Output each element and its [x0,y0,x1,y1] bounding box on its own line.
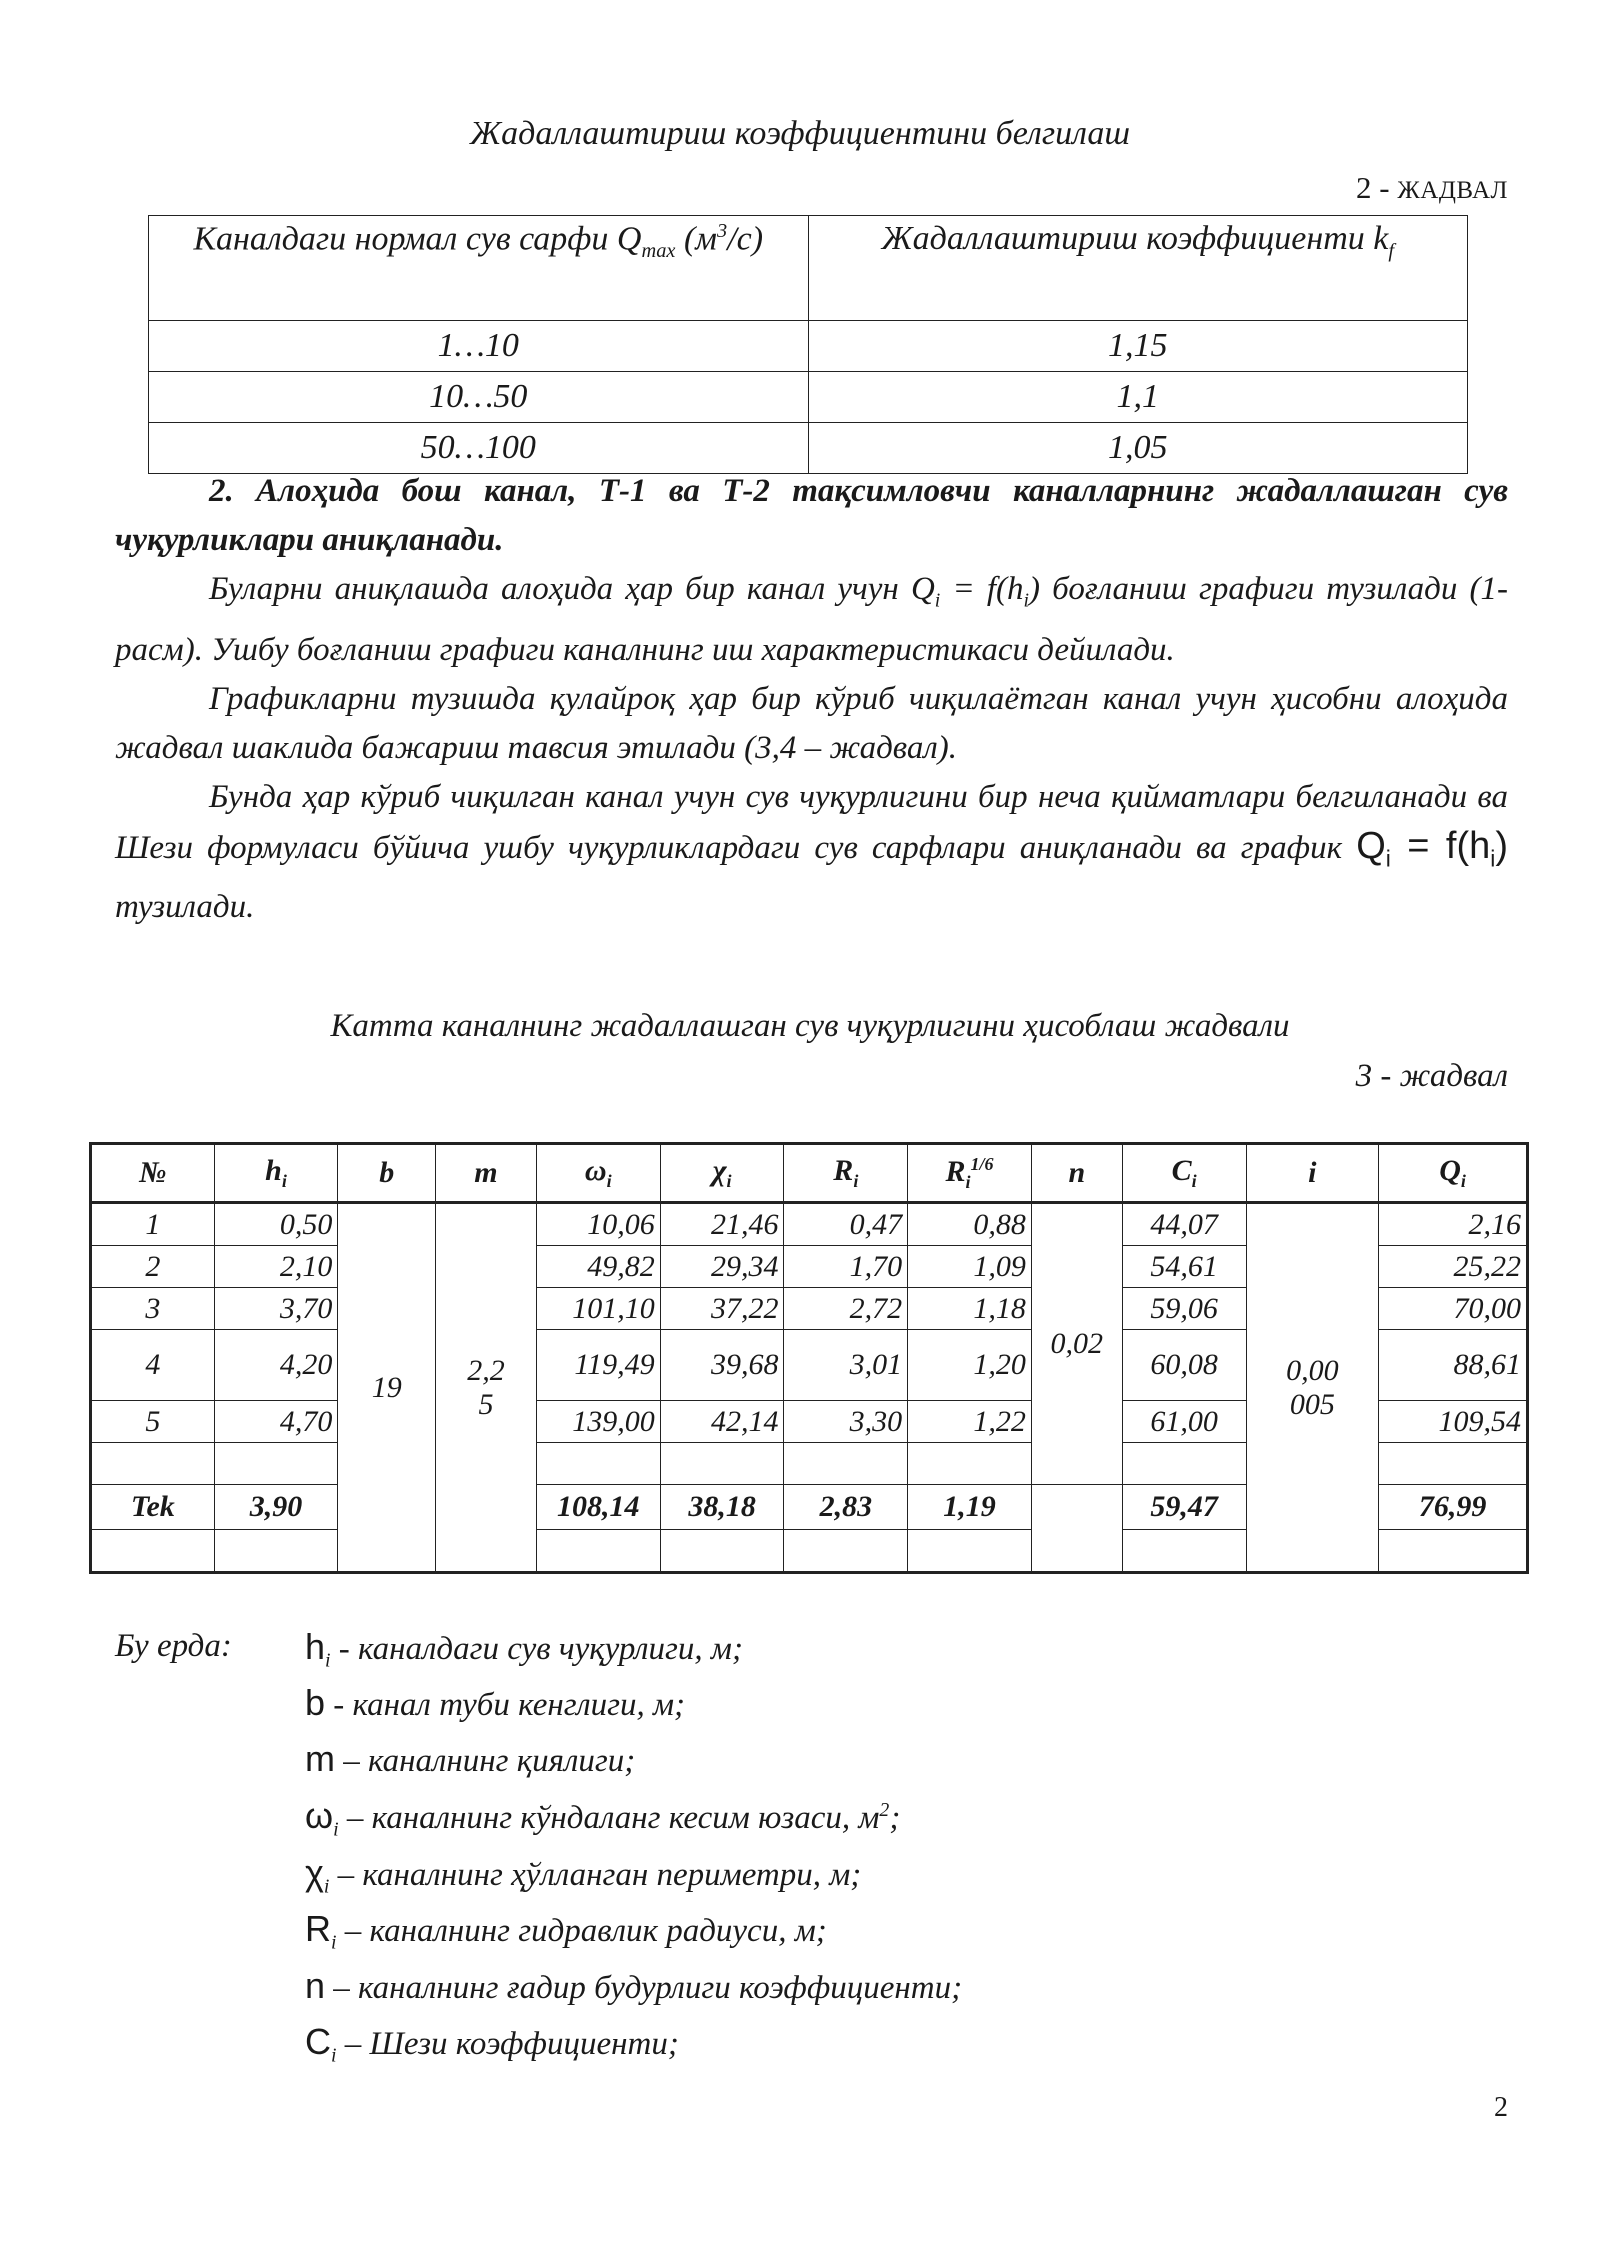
table-cell: 39,68 [660,1330,784,1401]
header-chi [660,1144,784,1203]
table-cell: 101,10 [536,1288,660,1330]
table1-caption: Жадаллаштириш коэффициентини белгилаш [470,115,1130,152]
header-sub: i [606,1171,612,1191]
empty-cell [784,1530,908,1573]
empty-cell [1379,1443,1528,1485]
flow-header-sup: 3 [717,220,728,242]
table-cell: 1,70 [784,1246,908,1288]
table-cell: 109,54 [1379,1401,1528,1443]
table-cell: 3,30 [784,1401,908,1443]
table-cell: 88,61 [1379,1330,1528,1401]
m-value-cell [436,1203,537,1573]
formula-q-symbol: Q [1356,824,1386,867]
legend-symbol: C [305,2021,331,2062]
para1-text: ) боғланиш графиги тузилади (1-расм). Ушбу боғланиш графиги каналнинг иш характеристикаси дейилади. [115,571,1508,668]
table-cell: 1,22 [908,1401,1032,1443]
legend-item-m [305,1738,635,1780]
section-heading: 2. Алоҳида бош канал, Т-1 ва Т-2 тақсимловчи каналларнинг жадаллашган сув чуқурликлари аниқланади. [115,473,1508,558]
header-b: b [338,1144,436,1203]
formula-sub: i [1490,845,1496,872]
legend-text: - канал туби кенглиги, м; [325,1687,686,1723]
empty-cell [214,1530,338,1573]
table-cell: 21,46 [660,1203,784,1246]
empty-cell [536,1530,660,1573]
b-value-cell: 19 [338,1203,436,1573]
empty-cell [1122,1530,1246,1573]
legend-text: – каналнинг қиялиги; [335,1743,636,1779]
legend-text: - каналдаги сув чуқурлиги, м; [330,1631,743,1667]
table-cell: 3,90 [214,1485,338,1530]
table-cell: 3 [91,1288,215,1330]
table-cell: 108,14 [536,1485,660,1530]
formula-q [1356,824,1509,872]
empty-cell [784,1443,908,1485]
legend-item-chi [305,1852,861,1899]
formula-close: ) [1495,824,1509,867]
i-value-line1: 0,00 [1286,1353,1339,1387]
table-cell: 0,50 [214,1203,338,1246]
legend-item-b [305,1682,685,1724]
legend-symbol: h [305,1626,326,1667]
table-cell: 37,22 [660,1288,784,1330]
legend-item-c [305,2021,679,2068]
legend-symbol: n [305,1965,326,2006]
table-cell: 61,00 [1122,1401,1246,1443]
legend-sub: i [331,2044,337,2067]
body-text [115,467,1508,932]
empty-cell [91,1530,215,1573]
header-omega [536,1144,660,1203]
header-n: n [1031,1144,1122,1203]
empty-cell [91,1443,215,1485]
coef-header-sub: f [1388,239,1395,262]
coef-header-text: Жадаллаштириш коэффициенти k [881,220,1389,257]
header-q [1379,1144,1528,1203]
header-h [214,1144,338,1203]
table-cell: 1,18 [908,1288,1032,1330]
table-cell: 2 [91,1246,215,1288]
header-sub: i [726,1171,732,1191]
header-no: № [91,1144,215,1203]
table-cell: 3,01 [784,1330,908,1401]
table-cell: 5 [91,1401,215,1443]
header-q-sym: Q [1439,1154,1461,1187]
table-cell: 1,09 [908,1246,1032,1288]
legend-text: – каналнинг кўндаланг кесим юзаси, м [338,1800,880,1836]
table-cell: 25,22 [1379,1246,1528,1288]
paragraph-1 [115,565,1508,675]
legend-symbol: ω [305,1795,334,1836]
empty-cell [908,1530,1032,1573]
legend-item-r [305,1908,827,1955]
header-r16 [908,1144,1032,1203]
empty-cell [660,1443,784,1485]
formula-eq: = f(h [1390,824,1491,867]
legend-sup: 2 [879,1799,890,1821]
empty-cell [1379,1530,1528,1573]
legend-sub: i [331,1931,337,1954]
paragraph-2: Графикларни тузишда қулайроқ ҳар бир кўриб чиқилаётган канал учун ҳисобни алоҳида жадвал шаклида бажариш тавсия этилади (3,4 – жадвал). [115,680,1508,766]
flow-header-unit: (м [675,220,717,258]
table-cell: 38,18 [660,1485,784,1530]
table1-label [1356,170,1508,206]
table1-label-number: 2 - [1356,170,1398,205]
para3-text: Бунда ҳар кўриб чиқилган канал учун сув чуқурлигини бир неча қийматлари белгиланади ва Шези формуласи бўйича ушбу чуқурликлардаги сув сарфлари аниқланади ва график [115,778,1508,866]
table-cell: 49,82 [536,1246,660,1288]
i-value-cell [1246,1203,1379,1573]
legend-item-omega [305,1795,900,1842]
empty-cell [1122,1443,1246,1485]
header-r16-sym: R [945,1154,966,1188]
paragraph-3 [115,773,1508,933]
table2-label: 3 - жадвал [1355,1058,1508,1094]
table1-header-flow [149,216,809,321]
depth-calculation-table [89,1142,1529,1574]
table-cell: 1,1 [808,372,1468,423]
table1-label-word: ЖАДВАЛ [1397,177,1508,204]
table-cell: 1,19 [908,1485,1032,1530]
legend-text: – каналнинг ғадир будурлиги коэффициенти; [325,1970,963,2006]
table-cell: 2,83 [784,1485,908,1530]
table-cell: 76,99 [1379,1485,1528,1530]
empty-cell [1031,1485,1122,1573]
legend-sub: i [325,1649,331,1672]
header-omega-sym: ω [584,1154,607,1187]
para1-text: = f(h [940,571,1024,607]
table-cell: 1 [91,1203,215,1246]
table-cell: 59,06 [1122,1288,1246,1330]
para3-end: тузилади. [115,889,255,926]
header-r16-sup: 1/6 [970,1153,994,1174]
flow-header-unit-end: /с) [727,220,764,258]
table-cell: 1,20 [908,1330,1032,1401]
para1-text: Буларни аниқлашда алоҳида ҳар бир канал учун Q [209,571,935,607]
legend-text: – Шези коэффициенти; [336,2026,679,2062]
table-cell: 2,16 [1379,1203,1528,1246]
page-number: 2 [1494,2092,1508,2123]
table-cell: 54,61 [1122,1246,1246,1288]
legend-intro: Бу ерда: [115,1628,232,1664]
legend-symbol: R [305,1908,331,1949]
legend-symbol: b [305,1682,326,1723]
table-cell: 3,70 [214,1288,338,1330]
table1-header-coef [808,216,1468,321]
header-sub: i [965,1171,971,1192]
empty-cell [214,1443,338,1485]
formula-sub: i [1385,845,1391,872]
table-cell: 4,70 [214,1401,338,1443]
header-sub: i [281,1171,287,1191]
table-cell: 2,72 [784,1288,908,1330]
flow-header-text: Каналдаги нормал сув сарфи Q [193,220,642,258]
table-cell: 0,47 [784,1203,908,1246]
table-cell: 139,00 [536,1401,660,1443]
header-c [1122,1144,1246,1203]
legend-symbol: χ [305,1852,324,1893]
header-i: i [1246,1144,1379,1203]
para1-sub: i [1023,589,1030,612]
header-sub: i [1460,1171,1466,1191]
table-cell: 1,05 [808,423,1468,474]
table-cell: 10…50 [149,372,809,423]
table-cell: 10,06 [536,1203,660,1246]
header-r-sym: R [833,1154,854,1187]
header-m: m [436,1144,537,1203]
m-value-line1: 2,2 [467,1353,505,1387]
legend-sub: i [333,1818,339,1841]
header-sub: i [1191,1171,1197,1191]
legend-item-h [305,1626,743,1673]
table-cell: 2,10 [214,1246,338,1288]
legend-text: – каналнинг ҳўлланган периметри, м; [329,1857,862,1893]
table2-caption: Катта каналнинг жадаллашган сув чуқурлигини ҳисоблаш жадвали [330,1008,1290,1044]
header-c-sym: C [1171,1154,1192,1187]
table-cell: 4,20 [214,1330,338,1401]
legend-symbol: m [305,1738,335,1779]
table-cell: 59,47 [1122,1485,1246,1530]
header-chi-sym: χ [712,1154,727,1187]
header-r [784,1144,908,1203]
table-cell: 119,49 [536,1330,660,1401]
table-cell: 44,07 [1122,1203,1246,1246]
legend-tail: ; [889,1800,901,1836]
flow-header-sub: max [641,240,676,263]
legend-sub: i [323,1875,330,1898]
legend-item-n [305,1965,962,2007]
avg-label-cell: Tek [91,1485,215,1530]
table-cell: 60,08 [1122,1330,1246,1401]
legend-text: – каналнинг гидравлик радиуси, м; [336,1913,827,1949]
empty-cell [536,1443,660,1485]
table-cell: 29,34 [660,1246,784,1288]
header-h-sym: h [265,1154,282,1187]
empty-cell [908,1443,1032,1485]
para1-sub: i [934,589,941,612]
m-value-line2: 5 [478,1387,494,1421]
header-sub: i [853,1171,859,1191]
empty-cell [660,1530,784,1573]
n-value-cell: 0,02 [1031,1203,1122,1485]
table-cell: 4 [91,1330,215,1401]
i-value-line2: 005 [1289,1387,1335,1421]
table-cell: 50…100 [149,423,809,474]
table-cell: 70,00 [1379,1288,1528,1330]
intensification-coefficient-table [148,215,1468,474]
table-cell: 1…10 [149,321,809,372]
table-cell: 1,15 [808,321,1468,372]
table-cell: 0,88 [908,1203,1032,1246]
table-cell: 42,14 [660,1401,784,1443]
